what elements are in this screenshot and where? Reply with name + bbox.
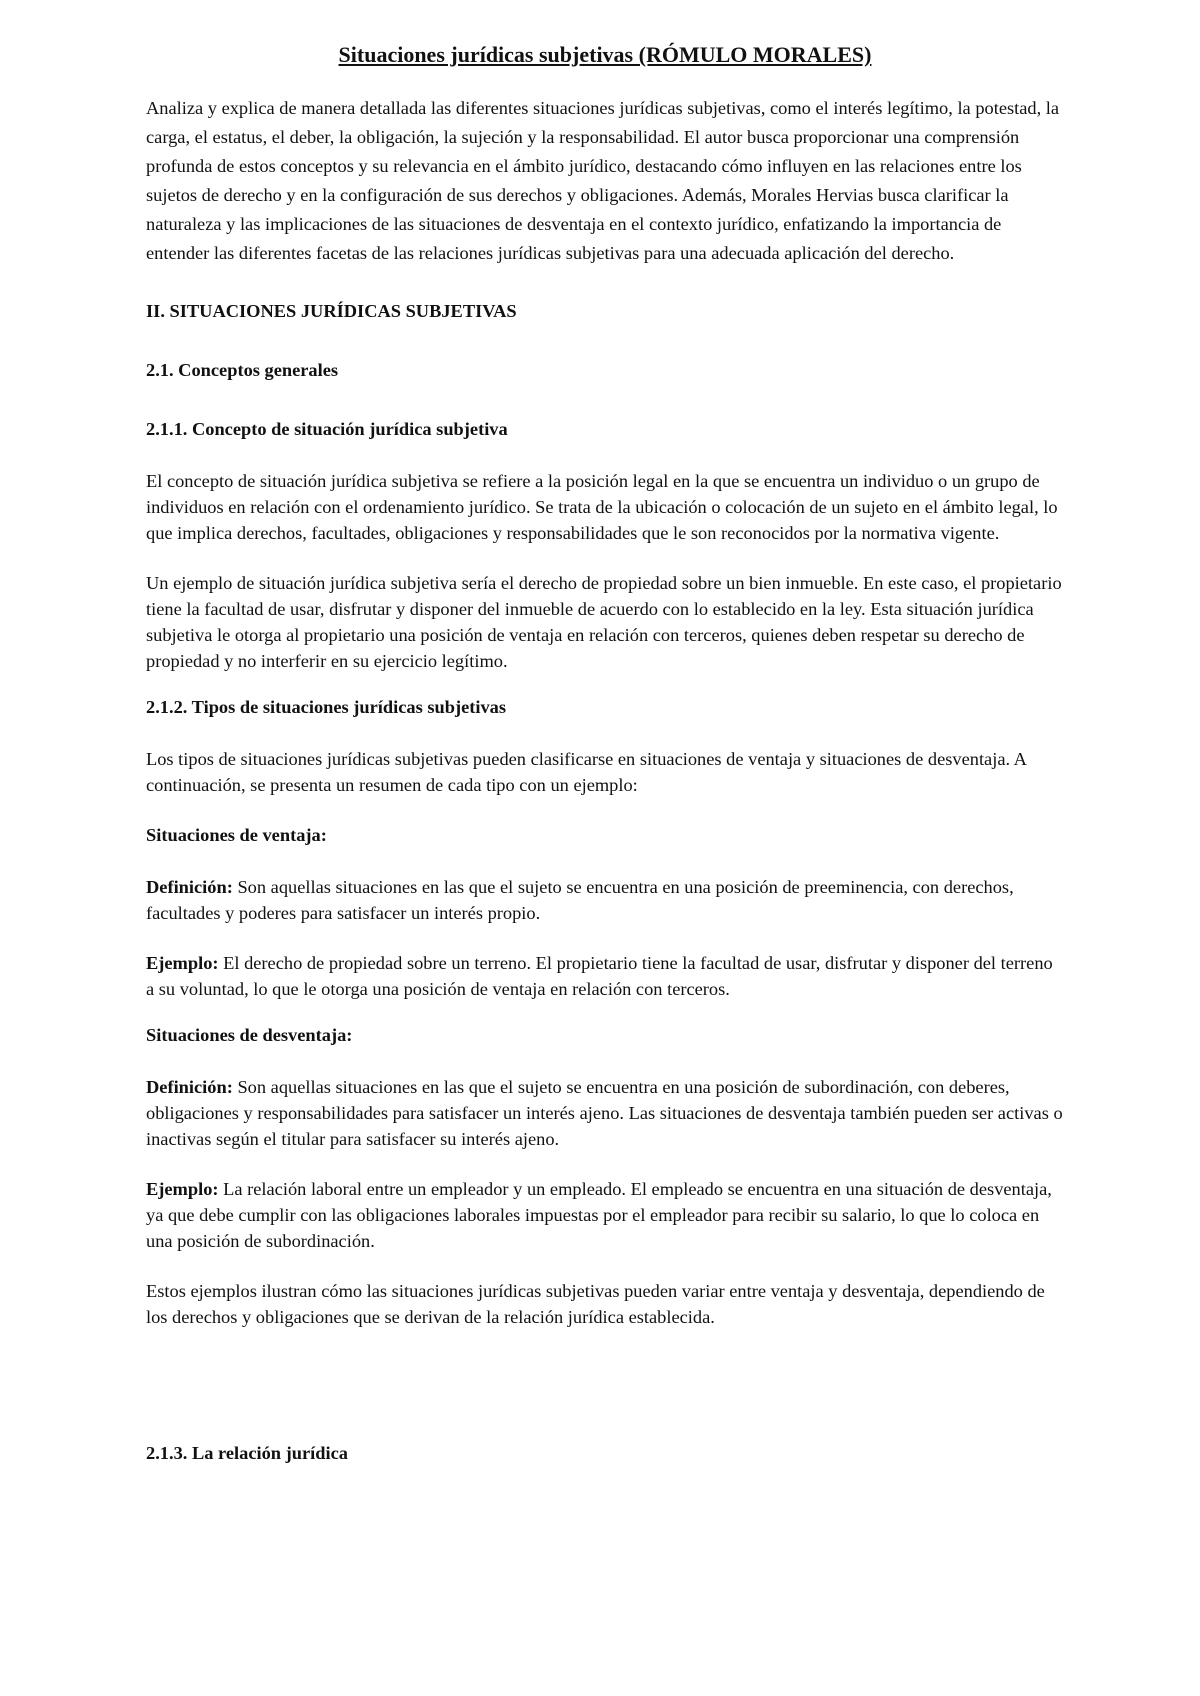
ventaja-definition-label: Definición: (146, 877, 233, 897)
closing-paragraph: Estos ejemplos ilustran cómo las situaciones jurídicas subjetivas pueden variar entre ventaja y desventaja, dependiendo de los derechos y obligaciones que se derivan de la relación jurídica establecida. (146, 1281, 1045, 1327)
ventaja-example-label: Ejemplo: (146, 953, 219, 973)
concept-paragraph-2: Un ejemplo de situación jurídica subjetiva sería el derecho de propiedad sobre un bien inmueble. En este caso, el propietario tiene la facultad de usar, disfrutar y disponer del inmueble de acuerdo con lo establecido en la ley. Esta situación jurídica subjetiva le otorga al propietario una posición de ventaja en relación con terceros, quienes deben respetar su derecho de propiedad y no interferir en su ejercicio legítimo. (146, 573, 1062, 671)
subsection-heading-2-1-1: 2.1.1. Concepto de situación jurídica subjetiva (146, 419, 508, 439)
ventaja-heading: Situaciones de ventaja: (146, 825, 327, 845)
subsection-heading-2-1-3: 2.1.3. La relación jurídica (146, 1443, 348, 1463)
types-paragraph: Los tipos de situaciones jurídicas subjetivas pueden clasificarse en situaciones de ventaja y situaciones de desventaja. A continuación, se presenta un resumen de cada tipo con un ejemplo: (146, 749, 1026, 795)
desventaja-heading: Situaciones de desventaja: (146, 1025, 353, 1045)
subsection-heading-2-1: 2.1. Conceptos generales (146, 360, 339, 380)
concept-paragraph-1: El concepto de situación jurídica subjetiva se refiere a la posición legal en la que se encuentra un individuo o un grupo de individuos en relación con el ordenamiento jurídico. Se trata de la ubicación o colocación de un sujeto en el ámbito legal, lo que implica derechos, facultades, obligaciones y responsabilidades que le son reconocidos por la normativa vigente. (146, 471, 1058, 543)
desventaja-definition-label: Definición: (146, 1077, 233, 1097)
ventaja-definition (146, 874, 1064, 926)
intro-paragraph: Analiza y explica de manera detallada las diferentes situaciones jurídicas subjetivas, como el interés legítimo, la potestad, la carga, el estatus, el deber, la obligación, la sujeción y la responsabilidad. El autor busca proporcionar una comprensión profunda de estos conceptos y su relevancia en el ámbito jurídico, destacando cómo influyen en las relaciones entre los sujetos de derecho y en la configuración de sus derechos y obligaciones. Además, Morales Hervias busca clarificar la naturaleza y las implicaciones de las situaciones de desventaja en el contexto jurídico, enfatizando la importancia de entender las diferentes facetas de las relaciones jurídicas subjetivas para una adecuada aplicación del derecho. (146, 98, 1060, 263)
desventaja-example-text: La relación laboral entre un empleador y un empleado. El empleado se encuentra en una situación de desventaja, ya que debe cumplir con las obligaciones laborales impuestas por el empleador para recibir su salario, lo que lo coloca en una posición de subordinación. (146, 1179, 1052, 1251)
ventaja-definition-text: Son aquellas situaciones en las que el sujeto se encuentra en una posición de preeminencia, con derechos, facultades y poderes para satisfacer un interés propio. (146, 877, 1014, 923)
subsection-heading-2-1-2: 2.1.2. Tipos de situaciones jurídicas subjetivas (146, 697, 507, 717)
ventaja-example-text: El derecho de propiedad sobre un terreno. El propietario tiene la facultad de usar, disfrutar y disponer del terreno a su voluntad, lo que le otorga una posición de ventaja en relación con terceros. (146, 953, 1053, 999)
document-page (146, 40, 1064, 1466)
desventaja-example (146, 1176, 1064, 1254)
desventaja-definition (146, 1074, 1064, 1152)
desventaja-definition-text: Son aquellas situaciones en las que el sujeto se encuentra en una posición de subordinación, con deberes, obligaciones y responsabilidades para satisfacer un interés ajeno. Las situaciones de desventaja también pueden ser activas o inactivas según el titular para satisfacer su interés ajeno. (146, 1077, 1063, 1149)
ventaja-example (146, 950, 1064, 1002)
page-gap (146, 1330, 1064, 1440)
desventaja-example-label: Ejemplo: (146, 1179, 219, 1199)
document-title: Situaciones jurídicas subjetivas (RÓMULO MORALES) (338, 42, 872, 67)
section-heading: II. SITUACIONES JURÍDICAS SUBJETIVAS (146, 301, 517, 321)
